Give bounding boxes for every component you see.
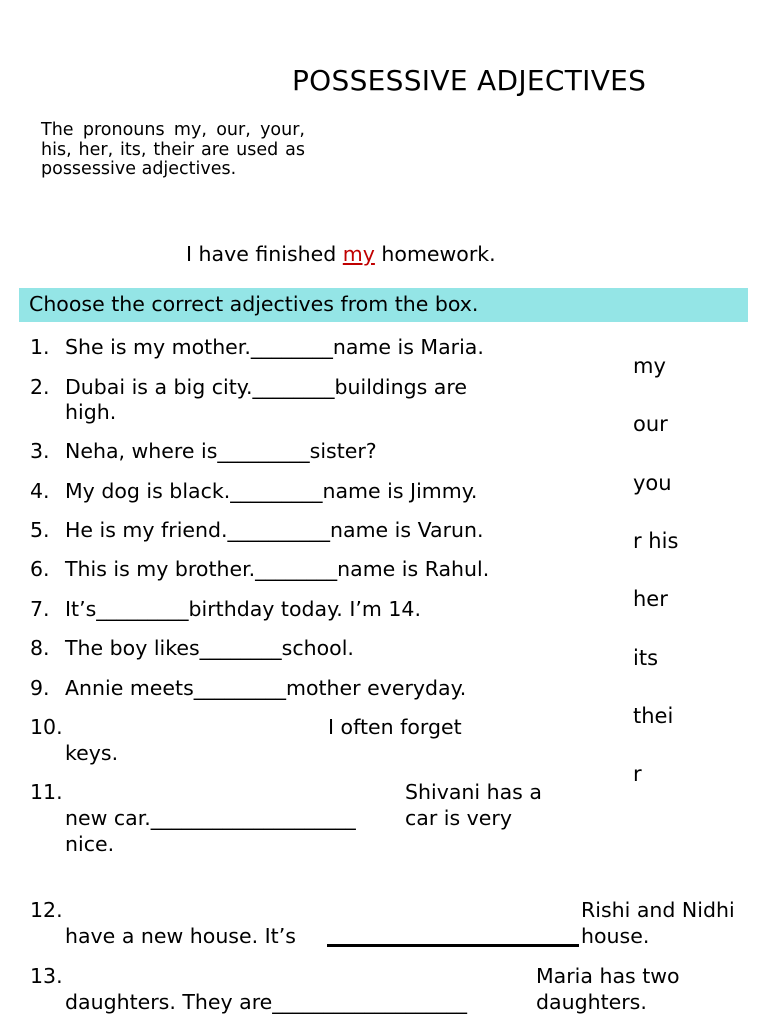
word-box-item: our — [633, 412, 668, 436]
question-7 — [30, 596, 421, 622]
intro-paragraph: The pronouns my, our, your, his, her, its, their are used as possessive adjectives. — [41, 120, 305, 179]
question-12-text-part3: house. — [581, 924, 650, 948]
question-10-text-part1: I often forget — [328, 715, 462, 739]
page-title: POSSESSIVE ADJECTIVES — [292, 64, 647, 97]
word-box-item: r his — [633, 529, 679, 553]
question-number: 7. — [30, 597, 50, 621]
question-8 — [30, 635, 354, 661]
question-10-text-part2: keys. — [65, 741, 119, 765]
question-text: The boy likes________school. — [65, 636, 354, 660]
word-box-item: r — [633, 762, 642, 786]
instruction-banner — [19, 288, 748, 322]
example-before: I have finished — [186, 242, 343, 266]
question-11-text-part1: Shivani has a — [405, 780, 542, 804]
question-12-number: 12. — [30, 898, 63, 922]
example-after: homework. — [374, 242, 496, 266]
question-12-text-part1: Rishi and Nidhi — [581, 898, 735, 922]
word-box-item: her — [633, 587, 668, 611]
question-number: 5. — [30, 518, 50, 542]
question-6 — [30, 556, 489, 582]
question-11-text-part4: nice. — [65, 832, 115, 856]
question-2-continuation: high. — [65, 400, 117, 424]
question-5 — [30, 517, 484, 543]
question-11-text-part3: car is very — [405, 806, 512, 830]
question-text: Neha, where is_________sister? — [65, 439, 377, 463]
question-number: 2. — [30, 375, 50, 399]
example-answer: my — [342, 242, 375, 266]
word-box-item: you — [633, 471, 672, 495]
question-13-text-part1: Maria has two — [536, 964, 680, 988]
question-number: 1. — [30, 335, 50, 359]
instruction-text: Choose the correct adjectives from the box. — [29, 292, 479, 316]
question-number: 3. — [30, 439, 50, 463]
question-10-number: 10. — [30, 715, 63, 739]
question-2 — [30, 374, 467, 400]
question-12-text-part2: have a new house. It’s — [65, 924, 296, 948]
question-13-text-part2: daughters. They are___________________ — [65, 990, 468, 1014]
question-number: 8. — [30, 636, 50, 660]
question-text: Annie meets_________mother everyday. — [65, 676, 467, 700]
question-13-number: 13. — [30, 964, 63, 988]
word-box-item: my — [633, 354, 666, 378]
question-text: It’s_________birthday today. I’m 14. — [65, 597, 421, 621]
word-box-item: thei — [633, 704, 674, 728]
question-number: 4. — [30, 479, 50, 503]
example-sentence — [186, 242, 496, 266]
question-4 — [30, 478, 477, 504]
question-text: Dubai is a big city.________buildings are — [65, 375, 467, 399]
question-number: 9. — [30, 676, 50, 700]
question-11-number: 11. — [30, 780, 63, 804]
question-11-text-part2: new car.____________________ — [65, 806, 356, 830]
question-3 — [30, 438, 377, 464]
question-text: She is my mother.________name is Maria. — [65, 335, 484, 359]
word-box-item: its — [633, 646, 659, 670]
question-text: This is my brother.________name is Rahul. — [65, 557, 490, 581]
question-9 — [30, 675, 466, 701]
question-text: He is my friend.__________name is Varun. — [65, 518, 484, 542]
question-13-text-part3: daughters. — [536, 990, 647, 1014]
question-number: 6. — [30, 557, 50, 581]
question-text: My dog is black._________name is Jimmy. — [65, 479, 478, 503]
question-1 — [30, 334, 484, 360]
question-12-answer-line — [327, 944, 579, 947]
